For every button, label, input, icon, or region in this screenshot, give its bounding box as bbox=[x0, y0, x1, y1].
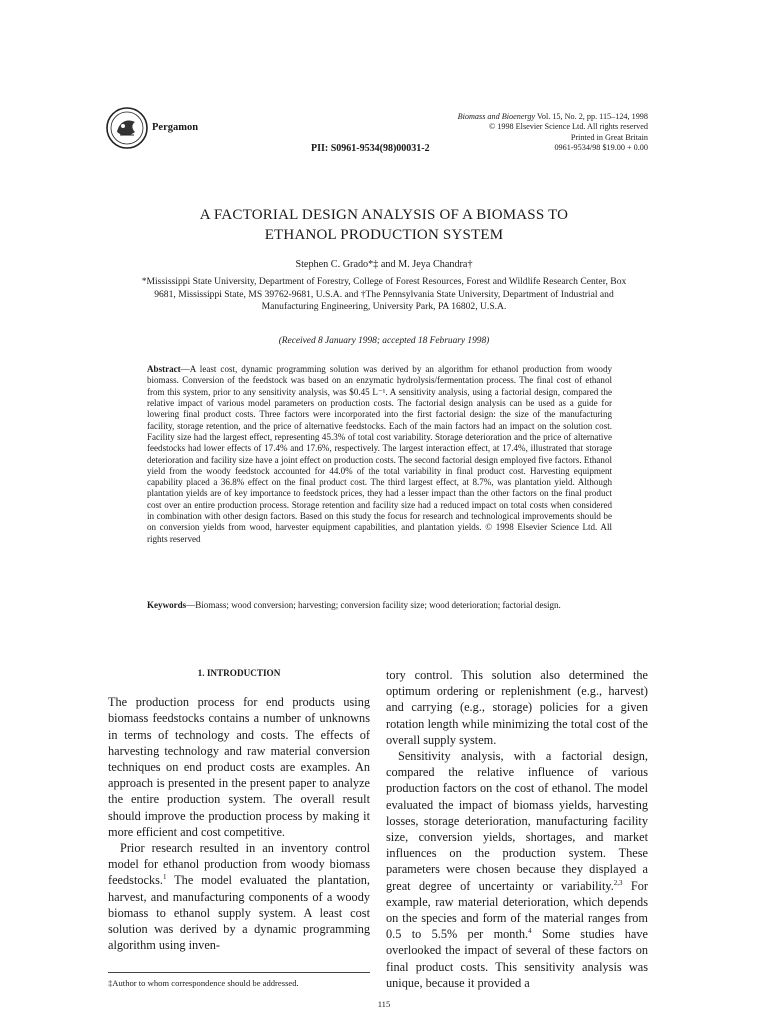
copyright-line: © 1998 Elsevier Science Ltd. All rights reserved bbox=[488, 122, 648, 132]
paragraph: tory control. This solution also determined the optimum ordering or replenishment (e.g., harvest) and carrying (e.g., storage) policies for a given rotation length while minimizing the total cost of the overall supply system. bbox=[386, 668, 648, 747]
printed-line: Printed in Great Britain bbox=[570, 132, 648, 142]
section-heading: 1. INTRODUCTION bbox=[197, 668, 281, 678]
title-line-2: ETHANOL PRODUCTION SYSTEM bbox=[264, 227, 504, 243]
paragraph-text: The model evaluated the plantation, harvest, and manufacturing components of a woody biomass to ethanol supply system. A least cost solution was derived by a dynamic programming algorithm using inven- bbox=[108, 873, 370, 953]
paragraph bbox=[386, 748, 648, 991]
keywords-label: Keywords bbox=[147, 600, 187, 610]
footnote-divider bbox=[108, 972, 370, 973]
body-left-column bbox=[108, 665, 370, 953]
issn-line: 0961-9534/98 $19.00 + 0.00 bbox=[554, 143, 648, 153]
journal-info bbox=[388, 112, 648, 154]
paragraph-text: Prior research resulted in an inventory control model for ethanol production from woody biomass feedstocks. bbox=[108, 841, 370, 888]
paragraph-text: Sensitivity analysis, with a factorial design, compared the relative influence of various production factors on the cost of ethanol. The model evaluated the impact of biomass yields, harvesting losses, storage deterioration, manufacturing facility size, conversion yields, shortages, and market influences on the production system. These parameters were chosen because they displayed a great degree of uncertainty or variability. bbox=[386, 749, 648, 893]
reference-marker: 2,3 bbox=[613, 878, 623, 887]
abstract-label: Abstract bbox=[147, 364, 181, 374]
received-date: (Received 8 January 1998; accepted 18 February 1998) bbox=[278, 336, 490, 346]
page-number: 115 bbox=[377, 999, 391, 1009]
body-right-column bbox=[386, 667, 648, 991]
journal-issue: Vol. 15, No. 2, pp. 115–124, 1998 bbox=[535, 112, 648, 121]
article-title bbox=[80, 205, 688, 245]
reference-marker: 4 bbox=[528, 927, 532, 936]
author-line: Stephen C. Grado*‡ and M. Jeya Chandra† bbox=[295, 259, 473, 270]
affiliation: *Mississippi State University, Department of Forestry, College of Forest Resources, Forest and Wildlife Research Center, Box 9681, Mississippi State, MS 39762-9681, U.S.A. and †The Pennsylvania State University, Department of Industrial and Manufacturing Engineering, University Park, PA 16802, U.S.A. bbox=[141, 276, 627, 313]
title-line-1: A FACTORIAL DESIGN ANALYSIS OF A BIOMASS TO bbox=[199, 207, 569, 223]
paragraph bbox=[108, 840, 370, 953]
journal-name: Biomass and Bioenergy bbox=[457, 112, 536, 121]
pii-code: PII: S0961-9534(98)00031-2 bbox=[311, 143, 430, 154]
abstract-text: —A least cost, dynamic programming solution was derived by an algorithm for ethanol production from woody biomass. Conversion of the feedstock was based on an enzymatic hydrolysis/fermentation process. The final cost of ethanol from this system, prior to any sensitivity analysis, was $0.45 L⁻¹. A sensitivity analysis, using a factorial design, compared the relative impact of various model parameters on production costs. The factorial design analysis can be used as a guide for lowering final product costs. Three factors were incorporated into the first factorial design: the size of the manufacturing facility, storage retention, and the price of alternative feedstocks. Each of the main factors had an impact on the solution cost. Facility size had the largest effect, representing 45.3% of total cost variability. Storage deterioration and the price of alternative feedstocks had lower effects of 17.4% and 17.6%, respectively. The largest interaction effect, at 17.4%, illustrated that storage deterioration and facility size have a joint effect on production costs. The second factorial design employed five factors. Ethanol yield from the woody feedstock accounted for 44.0% of the total variability in final product cost. Harvesting equipment capability placed a 36.8% effect on the final product cost. The third largest effect, at 8.7%, was plantation yield. Although plantation yields are of key importance to feedstock prices, they had a lesser impact than the other factors on the final product cost over an entire production process. Storage retention and facility size had a reduced impact on total costs when considered in combination with other design factors. Based on this study the focus for research and technological improvements should be on conversion yields from wood, harvester equipment capabilities, and plantation yields. © 1998 Elsevier Science Ltd. All rights reserved bbox=[147, 364, 612, 544]
reference-marker: 1 bbox=[162, 873, 167, 882]
keywords bbox=[147, 600, 612, 611]
paragraph: The production process for end products using biomass feedstocks contains a number of unknowns in terms of technology and costs. The effects of harvesting technology and raw material conversion techniques on end product costs are examples. An approach is presented in the present paper to analyze the entire production system. The overall result should improve the production process by making it more efficient and cost competitive. bbox=[108, 695, 370, 839]
keywords-text: —Biomass; wood conversion; harvesting; conversion facility size; wood deterioration; factorial design. bbox=[186, 600, 561, 610]
abstract bbox=[147, 364, 612, 545]
pergamon-logo-icon bbox=[105, 106, 149, 150]
footnote: ‡Author to whom correspondence should be addressed. bbox=[108, 978, 299, 988]
publisher-name: Pergamon bbox=[152, 122, 199, 133]
paragraph-text: For example, raw material deterioration, which depends on the species and form of the material ranges from 0.5 to 5.5% per month. bbox=[386, 878, 648, 942]
paragraph-text: Some studies have overlooked the impact of several of these factors on final product costs. This sensitivity analysis was unique, because it provided a bbox=[386, 927, 648, 990]
